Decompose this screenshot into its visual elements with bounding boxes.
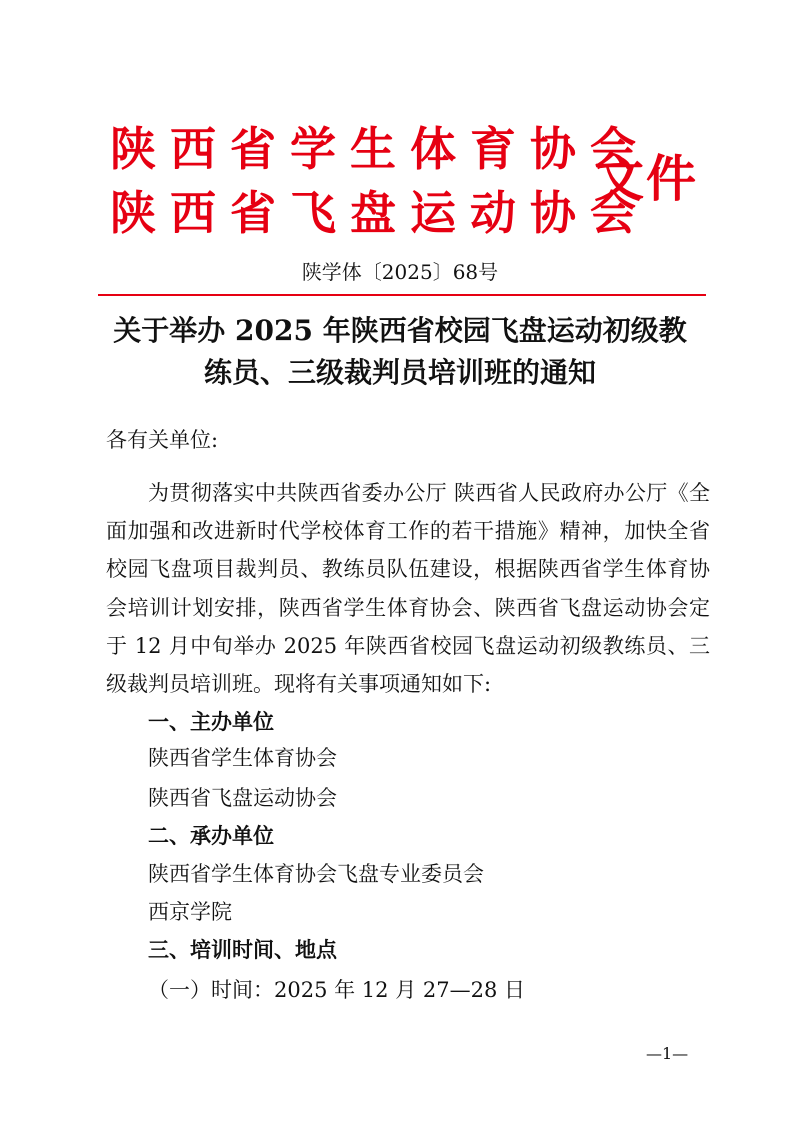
issuing-org-2: 陕西省飞盘运动协会 — [110, 186, 650, 240]
page-number: —1— — [646, 1044, 689, 1063]
section-heading-time-location: 三、培训时间、地点 — [148, 938, 337, 962]
host-item: 西京学院 — [148, 900, 232, 924]
organizer-item: 陕西省学生体育协会 — [148, 746, 337, 770]
intro-paragraph: 为贯彻落实中共陕西省委办公厅 陕西省人民政府办公厅《全面加强和改进新时代学校体育工作的若干措施》精神，加快全省校园飞盘项目裁判员、教练员队伍建设，根据陕西省学生体育协会培训计划安排，陕西省学生体育协会、陕西省飞盘运动协会定于 12 月中旬举办 2025 年陕西省校园飞盘运动初级教练员、三级裁判员培训班。现将有关事项通知如下: — [106, 481, 710, 697]
document-type-label: 文件 — [594, 149, 698, 208]
document-title: 关于举办 2025 年陕西省校园飞盘运动初级教练员、三级裁判员培训班的通知 — [113, 314, 687, 389]
salutation: 各有关单位: — [106, 428, 219, 452]
time-item: （一）时间：2025 年 12 月 27—28 日 — [148, 978, 525, 1002]
issuing-org-1: 陕西省学生体育协会 — [110, 122, 650, 176]
red-divider-line — [98, 294, 706, 296]
section-heading-organizers: 一、主办单位 — [148, 710, 274, 734]
section-heading-hosts: 二、承办单位 — [148, 824, 274, 848]
document-number: 陕学体〔2025〕68号 — [301, 260, 499, 284]
organizer-item: 陕西省飞盘运动协会 — [148, 786, 337, 810]
host-item: 陕西省学生体育协会飞盘专业委员会 — [148, 862, 484, 886]
